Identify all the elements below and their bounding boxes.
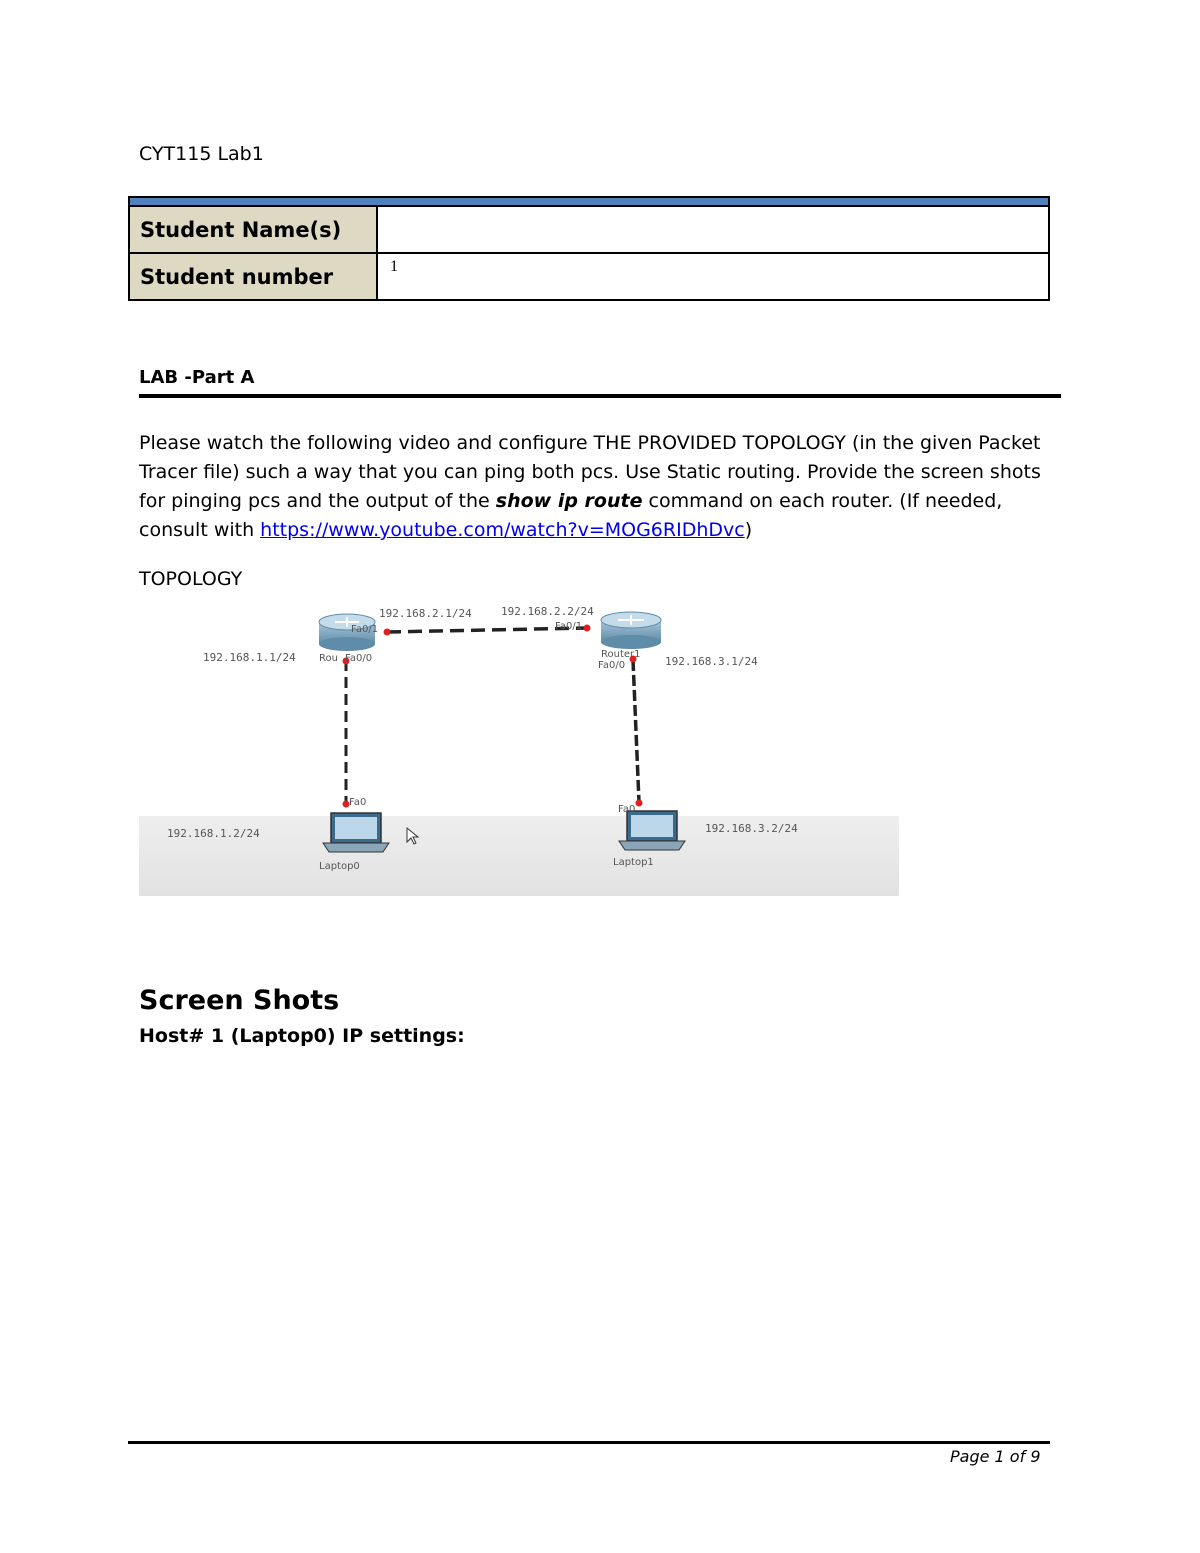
router1-ip: 192.168.3.1/24	[665, 655, 758, 668]
router0-ip: 192.168.1.1/24	[203, 651, 296, 664]
student-name-field[interactable]	[377, 206, 1049, 253]
port-marker	[584, 625, 591, 632]
document-title: CYT115 Lab1	[139, 143, 264, 165]
router1-port-top: Fa0/1	[555, 621, 583, 632]
port-marker	[636, 800, 643, 807]
student-name-label: Student Name(s)	[129, 206, 377, 253]
topology-label: TOPOLOGY	[139, 568, 243, 590]
router0-port-top: Fa0/1	[351, 624, 379, 635]
page-number: Page 1 of 9	[950, 1447, 1041, 1466]
topology-diagram	[139, 598, 899, 896]
router0-port-bottom: Fa0/0	[345, 653, 373, 664]
laptop1-label: Laptop1	[613, 857, 654, 868]
laptop0-ip: 192.168.1.2/24	[167, 827, 260, 840]
footer-divider	[128, 1441, 1050, 1444]
table-header-bar	[129, 197, 1049, 206]
router1-label: Router1	[601, 649, 641, 660]
screen-shots-heading: Screen Shots	[139, 985, 340, 1016]
heading-divider	[139, 394, 1061, 398]
laptop1-icon[interactable]	[619, 811, 685, 850]
student-number-label: Student number	[129, 253, 377, 300]
router1-port-bottom: Fa0/0	[598, 660, 626, 671]
laptop1-ip: 192.168.3.2/24	[705, 822, 798, 835]
laptop1-port: Fa0	[618, 804, 636, 815]
table-row	[129, 206, 1049, 253]
laptop0-icon[interactable]	[323, 813, 389, 852]
instructions-text-3: )	[744, 519, 753, 541]
host1-heading: Host# 1 (Laptop0) IP settings:	[139, 1025, 465, 1047]
router0-label: Rou	[319, 653, 338, 664]
router1-icon[interactable]	[601, 612, 661, 649]
right-link-ip: 192.168.2.2/24	[501, 605, 594, 618]
port-marker	[384, 629, 391, 636]
laptop0-port: Fa0	[349, 797, 367, 808]
instructions-paragraph	[139, 429, 1049, 545]
command-text: show ip route	[495, 490, 643, 512]
instructions-text-2: command on each router. (If needed, consult with	[139, 490, 1003, 541]
table-row	[129, 253, 1049, 300]
part-a-heading: LAB -Part A	[139, 367, 255, 388]
left-link-ip: 192.168.2.1/24	[379, 607, 472, 620]
student-number-field[interactable]: 1	[377, 253, 1049, 300]
instructions-text: Please watch the following video and configure THE PROVIDED TOPOLOGY (in the given Packet Tracer file) such a way that you can ping both pcs. Use Static routing. Provide the screen shots for pinging pcs and the output of the	[139, 432, 1041, 512]
laptop0-label: Laptop0	[319, 861, 360, 872]
youtube-link[interactable]: https://www.youtube.com/watch?v=MOG6RIDhDvc	[260, 519, 745, 541]
student-info-table	[128, 196, 1050, 301]
